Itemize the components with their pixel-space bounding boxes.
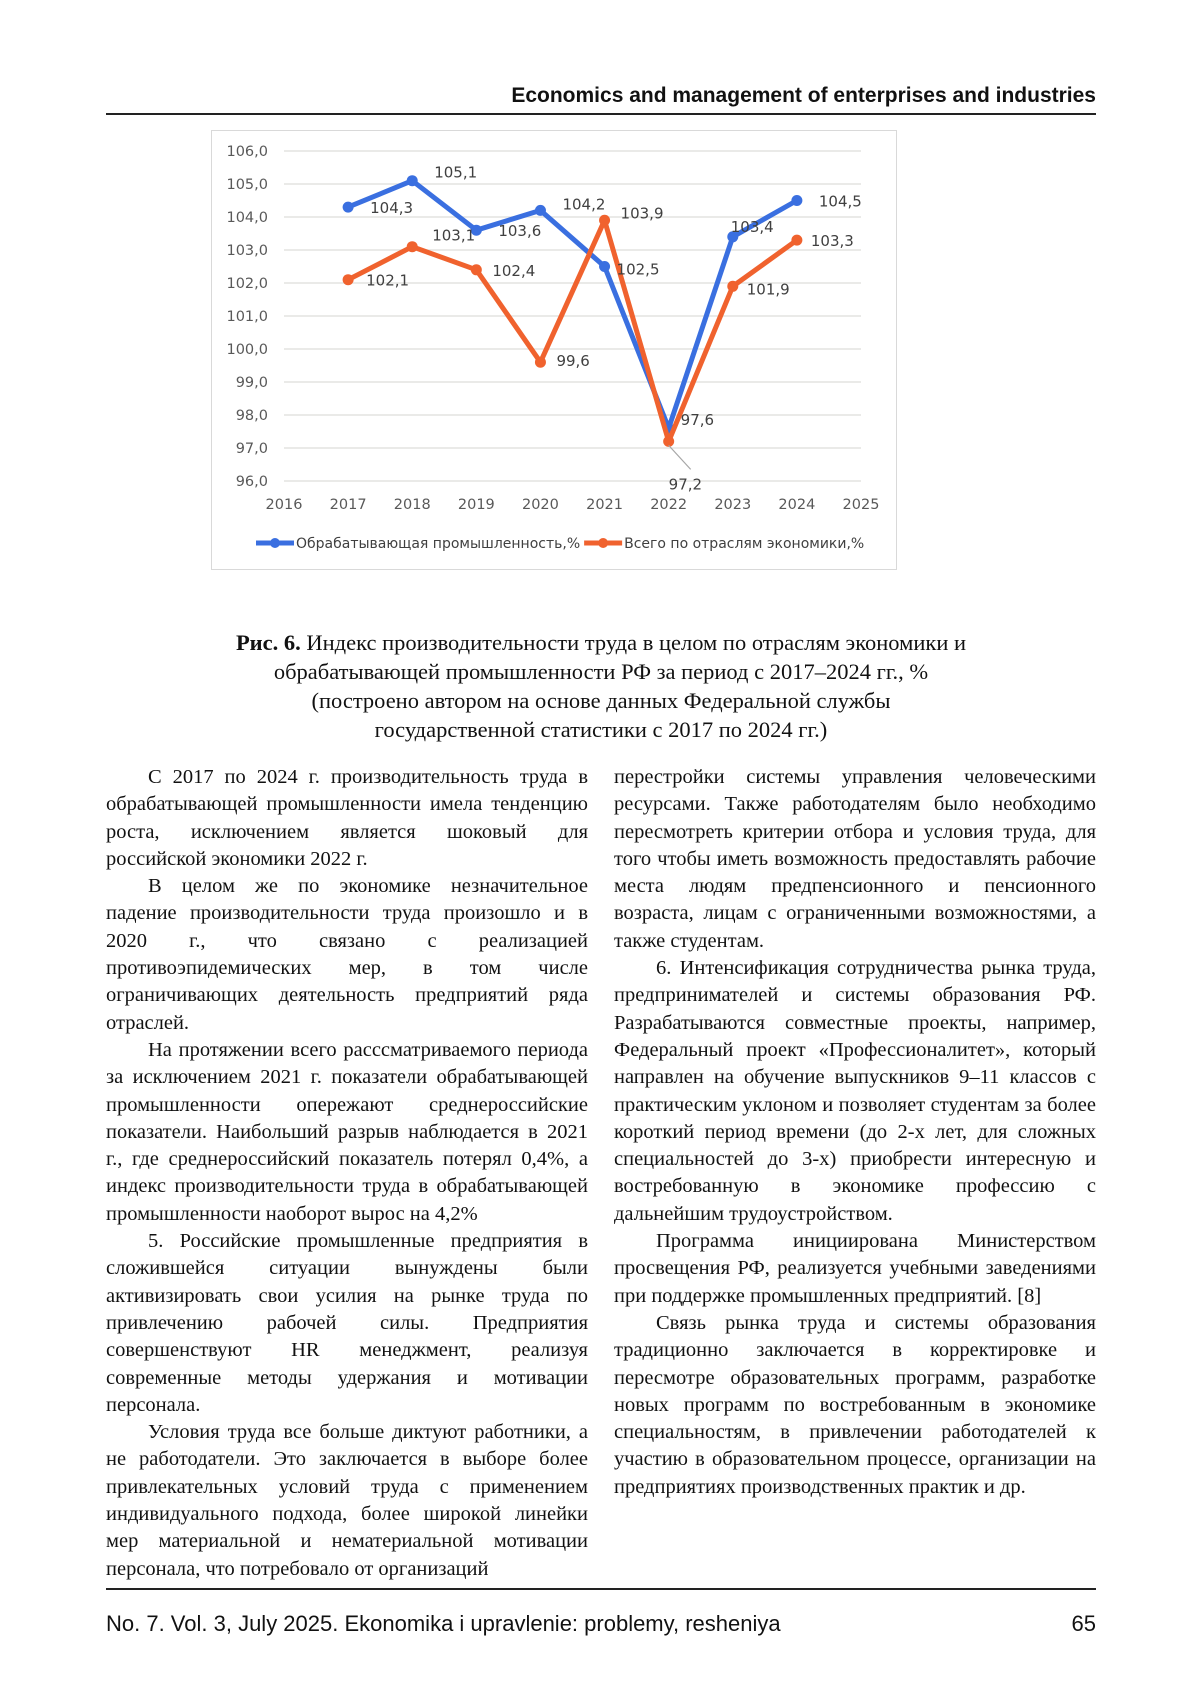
data-point-marker	[727, 281, 738, 292]
figure-caption	[106, 628, 1096, 744]
caption-line: обрабатывающей промышленности РФ за период с 2017–2024 гг., %	[273, 659, 929, 684]
data-point-marker	[535, 205, 546, 216]
y-axis-ticks	[226, 144, 268, 490]
y-tick-label: 106,0	[226, 144, 268, 160]
y-tick-label: 105,0	[226, 177, 268, 193]
data-point-marker	[791, 195, 802, 206]
x-tick-label: 2023	[714, 497, 752, 513]
y-tick-label: 99,0	[235, 375, 268, 391]
paragraph: С 2017 по 2024 г. производительность труда в обрабатывающей промышленности имела тенденцию роста, исключением является шоковый для российской экономики 2022 г.	[106, 766, 588, 870]
line-chart	[211, 130, 897, 570]
running-title: Economics and management of enterprises and industries	[511, 84, 1096, 107]
x-tick-label: 2024	[778, 497, 816, 513]
paragraph: перестройки системы управления человеческими ресурсами. Также работодателям было необходимо пересмотреть критерии отбора и условия труда, для того чтобы иметь возможность предоставлять рабочие места людям предпенсионного и пенсионного возраста, лицам с ограниченными возможностями, а также студентам.	[614, 766, 1096, 952]
paragraph: Связь рынка труда и системы образования традиционно заключается в корректировке и пересмотре образовательных программ, разработке новых программ по востребованным в экономике специальностям, в привлечении работодателей к участию в образовательном процессе, организации на предприятиях производственных практик и др.	[614, 1311, 1096, 1498]
series-line	[348, 181, 797, 429]
data-label: 97,2	[668, 475, 703, 494]
data-point-marker	[663, 436, 674, 447]
paragraph: В целом же по экономике незначительное падение производительности труда произошло и в 2020 г., что связано с реализацией противоэпидемических мер, в том числе ограничивающих деятельность предприятий ряда отраслей.	[106, 875, 588, 1034]
data-point-marker	[407, 241, 418, 252]
data-label: 101,9	[746, 280, 790, 299]
x-axis-ticks	[266, 497, 880, 513]
caption-line: Индекс производительности труда в целом по отраслям экономики и	[306, 630, 967, 655]
data-label: 103,3	[810, 232, 854, 251]
y-tick-label: 97,0	[235, 441, 268, 457]
x-tick-label: 2025	[842, 497, 880, 513]
data-point-marker	[407, 175, 418, 186]
data-point-marker	[471, 264, 482, 275]
data-label: 103,9	[620, 204, 664, 223]
data-label: 103,4	[730, 217, 774, 236]
legend-item	[256, 536, 580, 552]
data-label: 102,1	[366, 271, 410, 290]
journal-citation: No. 7. Vol. 3, July 2025. Ekonomika i upravlenie: problemy, resheniya	[106, 1611, 781, 1636]
x-tick-label: 2019	[457, 497, 495, 513]
figure-label: Рис. 6.	[235, 630, 301, 655]
y-tick-label: 100,0	[226, 342, 268, 358]
caption-source-line: (построено автором на основе данных Федеральной службы	[311, 688, 891, 713]
data-label: 104,3	[370, 199, 414, 218]
leader-line	[669, 445, 691, 469]
data-label: 102,5	[616, 260, 660, 279]
data-label: 105,1	[434, 163, 478, 182]
y-tick-label: 98,0	[235, 408, 268, 424]
data-point-marker	[343, 202, 354, 213]
x-tick-label: 2022	[650, 497, 688, 513]
legend-label: Всего по отраслям экономики,%	[624, 536, 865, 552]
chart-canvas	[212, 131, 898, 571]
data-labels	[366, 164, 862, 494]
legend-label: Обрабатывающая промышленность,%	[296, 536, 581, 552]
paragraph: 5. Российские промышленные предприятия в сложившейся ситуации вынуждены были активизировать свои усилия на рынке труда по привлечению рабочей силы. Предприятия совершенствуют HR менеджмент, реализуя современные методы удержания и мотивации персонала.	[106, 1230, 588, 1416]
y-tick-label: 101,0	[226, 309, 268, 325]
paragraph: Условия труда все больше диктуют работники, а не работодатели. Это заключается в выборе более привлекательных условий труда с применением индивидуального подхода, более широкой линейки мер материальной и нематериальной мотивации персонала, что потребовало от организаций	[106, 1421, 588, 1580]
x-tick-label: 2018	[393, 497, 431, 513]
y-tick-label: 104,0	[226, 210, 268, 226]
chart-legend	[256, 536, 864, 552]
header-rule	[106, 113, 1096, 115]
caption-source-line: государственной статистики с 2017 по 2024 гг.)	[374, 717, 828, 742]
data-point-marker	[535, 357, 546, 368]
x-tick-label: 2016	[265, 497, 303, 513]
paragraph: 6. Интенсификация сотрудничества рынка труда, предпринимателей и системы образования РФ. Разрабатываются совместные проекты, например, Федеральный проект «Профессионалитет», который направлен на обучение выпускников 9–11 классов с практическим уклоном и позволяет студентам за более короткий период времени (до 2-х лет, для сложных специальностей до 3-х) приобрести интересную и востребованную в экономике профессию с дальнейшим трудоустройством.	[614, 957, 1096, 1225]
text-column-left	[106, 764, 588, 1583]
data-label: 102,4	[492, 261, 536, 280]
page-number: 65	[1071, 1611, 1096, 1636]
data-label: 97,6	[680, 411, 715, 430]
data-point-marker	[791, 235, 802, 246]
x-tick-label: 2017	[329, 497, 367, 513]
y-tick-label: 103,0	[226, 243, 268, 259]
paragraph: На протяжении всего расссматриваемого периода за исключением 2021 г. показатели обрабатывающей промышленности опережают среднероссийские показатели. Наибольший разрыв наблюдается в 2021 г., где среднероссийский показатель потерял 0,4%, а индекс производительности труда в обрабатывающей промышленности наоборот вырос на 4,2%	[106, 1038, 588, 1225]
y-tick-label: 96,0	[235, 474, 268, 490]
data-label: 103,1	[432, 226, 476, 245]
footer-rule	[106, 1588, 1096, 1590]
paragraph: Программа инициирована Министерством просвещения РФ, реализуется учебными заведениями при поддержке промышленных предприятий. [8]	[614, 1230, 1096, 1307]
page-footer	[106, 1611, 1096, 1637]
data-label: 99,6	[556, 352, 590, 371]
data-point-marker	[599, 261, 610, 272]
text-column-right	[614, 764, 1096, 1501]
x-tick-label: 2021	[586, 497, 624, 513]
data-label: 103,6	[498, 222, 542, 241]
data-label: 104,5	[818, 192, 862, 211]
data-label: 104,2	[562, 195, 606, 214]
legend-item	[584, 536, 864, 552]
y-tick-label: 102,0	[226, 276, 268, 292]
data-point-marker	[599, 215, 610, 226]
data-point-marker	[343, 274, 354, 285]
x-tick-label: 2020	[521, 497, 559, 513]
